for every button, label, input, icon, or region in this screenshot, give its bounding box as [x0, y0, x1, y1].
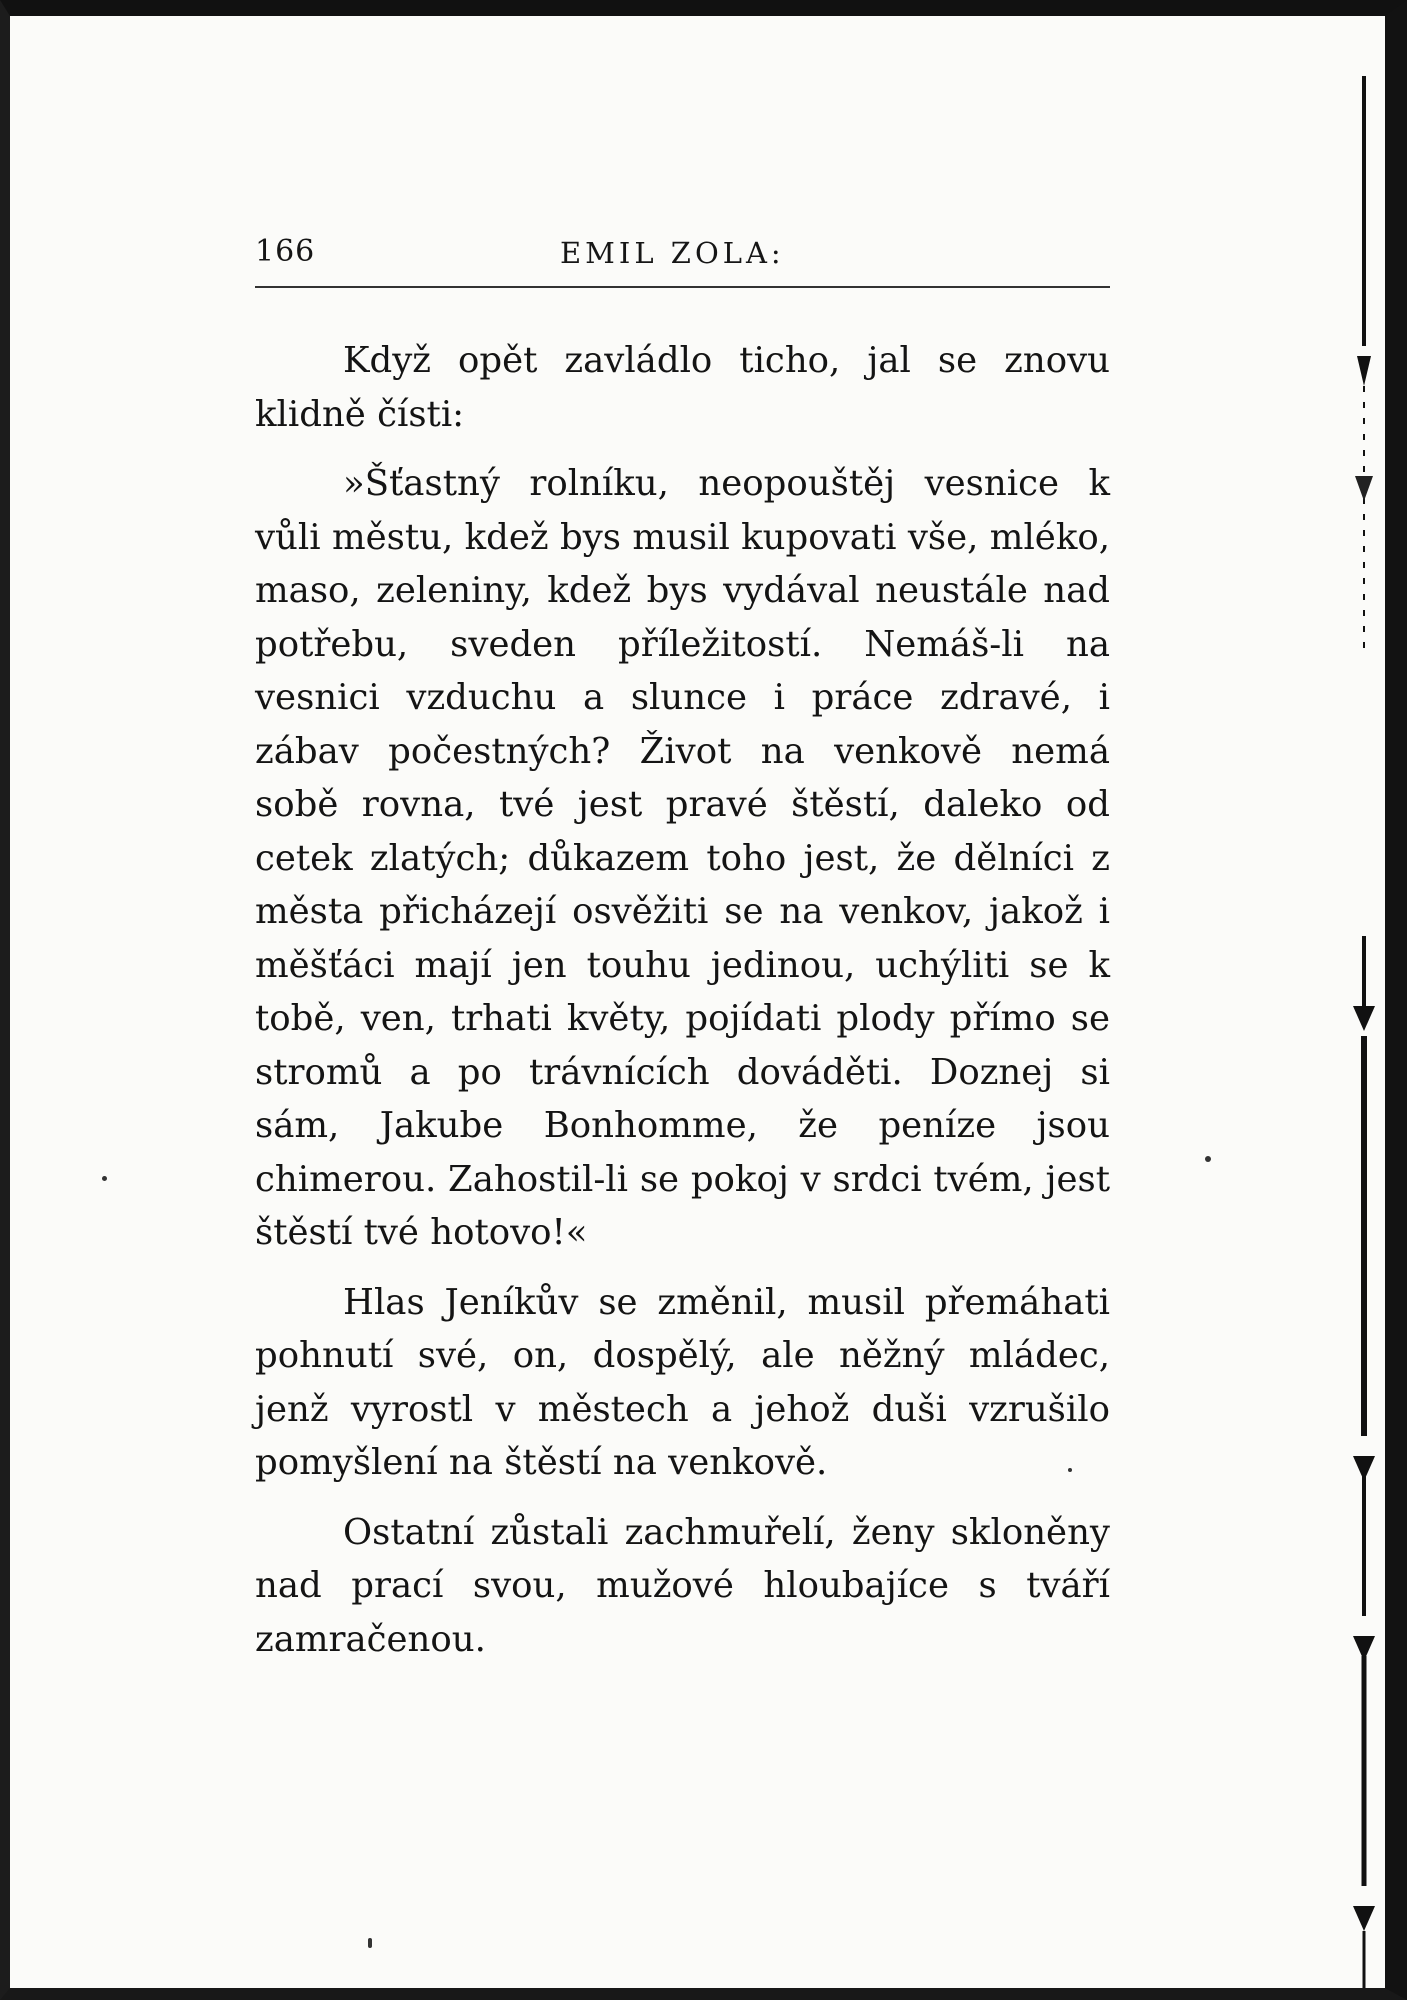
body-text	[255, 334, 1110, 1682]
page-number: 166	[255, 234, 316, 269]
paragraph: Když opět zavládlo ticho, jal se znovu klidně čísti:	[255, 340, 1110, 435]
scan-speck	[1205, 1156, 1211, 1162]
scan-speck	[1068, 1468, 1072, 1472]
scan-speck	[368, 1938, 372, 1948]
binding-edge-marks	[1351, 56, 1377, 1996]
paragraph: Ostatní zůstali zachmuřelí, ženy skloněny nad prací svou, mužové hloubajíce s tváří zamračenou.	[255, 1511, 1110, 1660]
paragraph: »Šťastný rolníku, neopouštěj vesnice k vůli městu, kdež bys musil kupovati vše, mléko, maso, zeleniny, kdež bys vydával neustále nad potřebu, sveden příležitostí. Nemáš-li na vesnici vzduchu a slunce i práce zdravé, i zábav počestných? Život na venkově nemá sobě rovna, tvé jest pravé štěstí, daleko od cetek zlatých; důkazem toho jest, že dělníci z města přicházejí osvěžiti se na venkov, jakož i měšťáci mají jen touhu jedinou, uchýliti se k tobě, ven, trhati květy, pojídati plody přímo se stromů a po trávnících dováděti. Doznej si sám, Jakube Bonhomme, že peníze jsou chimerou. Zahostil-li se pokoj v srdci tvém, jest štěstí tvé hotovo!«	[255, 463, 1110, 1253]
header-rule	[255, 286, 1110, 288]
running-head: EMIL ZOLA:	[560, 236, 785, 270]
scan-speck	[102, 1176, 107, 1181]
paragraph: Hlas Jeníkův se změnil, musil přemáhati pohnutí své, on, dospělý, ale něžný mládec, jenž vyrostl v městech a jehož duši vzrušilo pomyšlení na štěstí na venkově.	[255, 1281, 1110, 1483]
page-header	[255, 234, 1110, 274]
binding-edge-marks-drawing	[1351, 56, 1377, 1996]
